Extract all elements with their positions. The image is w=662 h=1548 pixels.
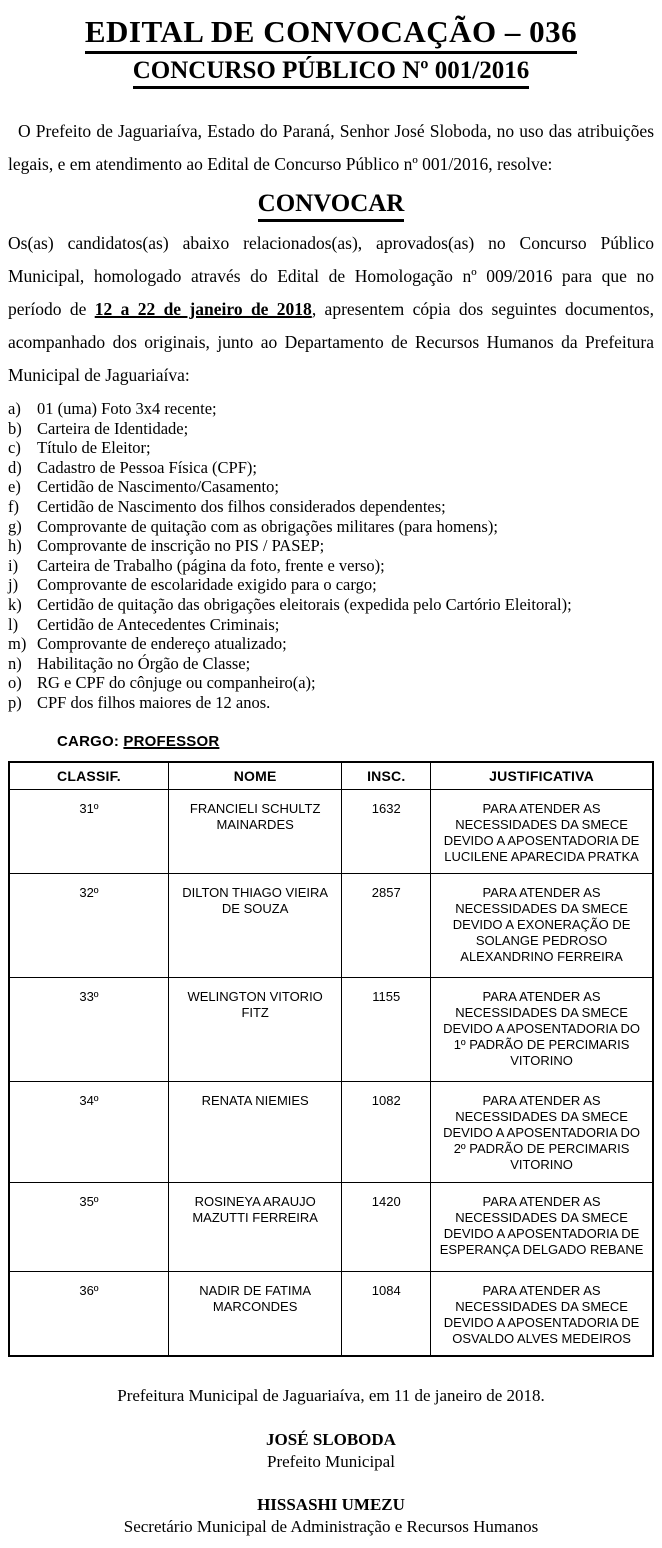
item-label: h) (8, 536, 22, 556)
list-item (8, 654, 654, 674)
list-item (8, 673, 654, 693)
list-item (8, 634, 654, 654)
item-label: i) (8, 555, 19, 575)
body-paragraph-part1: Os(as) candidatos(as) abaixo relacionados(as), aprovados(as) no Concurso Público Municipal, homologado através do Edital de Homologação nº 009/2016 para que no período de (8, 233, 654, 319)
table-row (9, 1082, 653, 1183)
cargo-value: PROFESSOR (123, 732, 220, 750)
cell-insc: 1084 (342, 1272, 431, 1357)
item-label: n) (8, 653, 22, 673)
table-header-nome: NOME (168, 762, 342, 790)
table-header-justificativa: JUSTIFICATIVA (431, 762, 653, 790)
page-title-text: EDITAL DE CONVOCAÇÃO – 036 (85, 14, 577, 54)
title-block (8, 14, 654, 89)
cell-insc: 2857 (342, 874, 431, 978)
page-title (8, 14, 654, 54)
list-item (8, 536, 654, 556)
document-list (8, 399, 654, 713)
item-label: m) (8, 634, 27, 654)
item-text: Certidão de Nascimento/Casamento; (37, 477, 279, 497)
item-text: Habilitação no Órgão de Classe; (37, 653, 251, 673)
item-text: Certidão de Antecedentes Criminais; (37, 614, 280, 634)
signature-name: JOSÉ SLOBODA (266, 1430, 396, 1449)
list-item (8, 575, 654, 595)
item-text: Título de Eleitor; (37, 438, 151, 458)
cell-justificativa: PARA ATENDER AS NECESSIDADES DA SMECE DEVIDO A APOSENTADORIA DE ESPERANÇA DELGADO REBANE (431, 1183, 653, 1272)
item-label: a) (8, 399, 21, 418)
item-text: Certidão de quitação das obrigações eleitorais (expedida pelo Cartório Eleitoral); (37, 594, 572, 614)
closing-date-line: Prefeitura Municipal de Jaguariaíva, em 11 de janeiro de 2018. (117, 1386, 545, 1405)
table-row (9, 874, 653, 978)
cell-insc: 1082 (342, 1082, 431, 1183)
body-paragraph-part2: , apresentem cópia dos seguintes documentos, acompanhado dos originais, junto ao Departamento de Recursos Humanos da Prefeitura Municipal de Jaguariaíva: (8, 299, 654, 385)
cell-justificativa: PARA ATENDER AS NECESSIDADES DA SMECE DEVIDO A EXONERAÇÃO DE SOLANGE PEDROSO ALEXANDRINO FERREIRA (431, 874, 653, 978)
list-item (8, 693, 654, 713)
table-row (9, 1272, 653, 1357)
item-label: p) (8, 692, 22, 712)
cell-nome: FRANCIELI SCHULTZ MAINARDES (168, 790, 342, 874)
list-item (8, 595, 654, 615)
list-item (8, 419, 654, 439)
item-label: c) (8, 438, 21, 458)
item-label: b) (8, 418, 22, 438)
cargo-label: CARGO: (57, 732, 120, 750)
item-label: l) (8, 614, 19, 634)
cell-classif: 35º (9, 1183, 168, 1272)
signature-role: Prefeito Municipal (267, 1452, 395, 1471)
cell-nome: ROSINEYA ARAUJO MAZUTTI FERREIRA (168, 1183, 342, 1272)
positions-table (8, 761, 654, 1358)
item-text: Certidão de Nascimento dos filhos considerados dependentes; (37, 496, 446, 516)
cell-classif: 32º (9, 874, 168, 978)
signature-name: HISSASHI UMEZU (257, 1495, 405, 1514)
cell-justificativa: PARA ATENDER AS NECESSIDADES DA SMECE DEVIDO A APOSENTADORIA DE OSVALDO ALVES MEDEIROS (431, 1272, 653, 1357)
item-label: g) (8, 516, 22, 536)
item-label: o) (8, 673, 22, 693)
table-header-classif: CLASSIF. (9, 762, 168, 790)
item-label: j) (8, 575, 19, 595)
table-body (9, 790, 653, 1357)
item-label: f) (8, 496, 19, 516)
item-text: Cadastro de Pessoa Física (CPF); (37, 457, 257, 477)
item-text: 01 (uma) Foto 3x4 recente; (37, 399, 217, 418)
cell-nome: RENATA NIEMIES (168, 1082, 342, 1183)
table-row (9, 1183, 653, 1272)
page-subtitle (8, 57, 654, 89)
table-row (9, 790, 653, 874)
intro-paragraph: O Prefeito de Jaguariaíva, Estado do Paraná, Senhor José Sloboda, no uso das atribuições legais, e em atendimento ao Edital de Concurso Público nº 001/2016, resolve: (8, 121, 654, 174)
item-text: Comprovante de inscrição no PIS / PASEP; (37, 536, 325, 556)
list-item (8, 615, 654, 635)
item-label: e) (8, 477, 21, 497)
convocar-heading-text: CONVOCAR (258, 190, 405, 222)
item-text: CPF dos filhos maiores de 12 anos. (37, 692, 271, 712)
signature-block-secretario (8, 1494, 654, 1538)
signature-block-prefeito (8, 1429, 654, 1473)
item-label: k) (8, 594, 22, 614)
cell-classif: 36º (9, 1272, 168, 1357)
item-label: d) (8, 457, 22, 477)
cell-classif: 31º (9, 790, 168, 874)
list-item (8, 438, 654, 458)
body-paragraph-highlight: 12 a 22 de janeiro de 2018 (94, 299, 312, 319)
table-header-insc: INSC. (342, 762, 431, 790)
table-header (9, 762, 653, 790)
cell-nome: NADIR DE FATIMA MARCONDES (168, 1272, 342, 1357)
body-paragraph (8, 227, 654, 392)
cell-insc: 1632 (342, 790, 431, 874)
item-text: Comprovante de endereço atualizado; (37, 634, 287, 654)
item-text: Comprovante de quitação com as obrigações militares (para homens); (37, 516, 498, 536)
cell-nome: DILTON THIAGO VIEIRA DE SOUZA (168, 874, 342, 978)
cell-justificativa: PARA ATENDER AS NECESSIDADES DA SMECE DEVIDO A APOSENTADORIA DE LUCILENE APARECIDA PRATKA (431, 790, 653, 874)
list-item (8, 517, 654, 537)
table-header-row (9, 762, 653, 790)
list-item (8, 556, 654, 576)
item-text: Carteira de Identidade; (37, 418, 189, 438)
list-item (8, 399, 654, 419)
list-item (8, 477, 654, 497)
convocar-heading (8, 190, 654, 222)
item-text: Carteira de Trabalho (página da foto, frente e verso); (37, 555, 385, 575)
cargo-line (57, 733, 654, 750)
list-item (8, 458, 654, 478)
signature-role: Secretário Municipal de Administração e Recursos Humanos (123, 1517, 539, 1536)
table-row (9, 978, 653, 1082)
cell-justificativa: PARA ATENDER AS NECESSIDADES DA SMECE DEVIDO A APOSENTADORIA DO 2º PADRÃO DE PERCIMARIS VITORINO (431, 1082, 653, 1183)
cell-classif: 33º (9, 978, 168, 1082)
page-subtitle-text: CONCURSO PÚBLICO Nº 001/2016 (133, 57, 529, 89)
item-text: Comprovante de escolaridade exigido para o cargo; (37, 575, 377, 595)
cell-justificativa: PARA ATENDER AS NECESSIDADES DA SMECE DEVIDO A APOSENTADORIA DO 1º PADRÃO DE PERCIMARIS VITORINO (431, 978, 653, 1082)
cell-nome: WELINGTON VITORIO FITZ (168, 978, 342, 1082)
item-text: RG e CPF do cônjuge ou companheiro(a); (37, 673, 316, 693)
cell-insc: 1420 (342, 1183, 431, 1272)
list-item (8, 497, 654, 517)
cell-insc: 1155 (342, 978, 431, 1082)
cell-classif: 34º (9, 1082, 168, 1183)
